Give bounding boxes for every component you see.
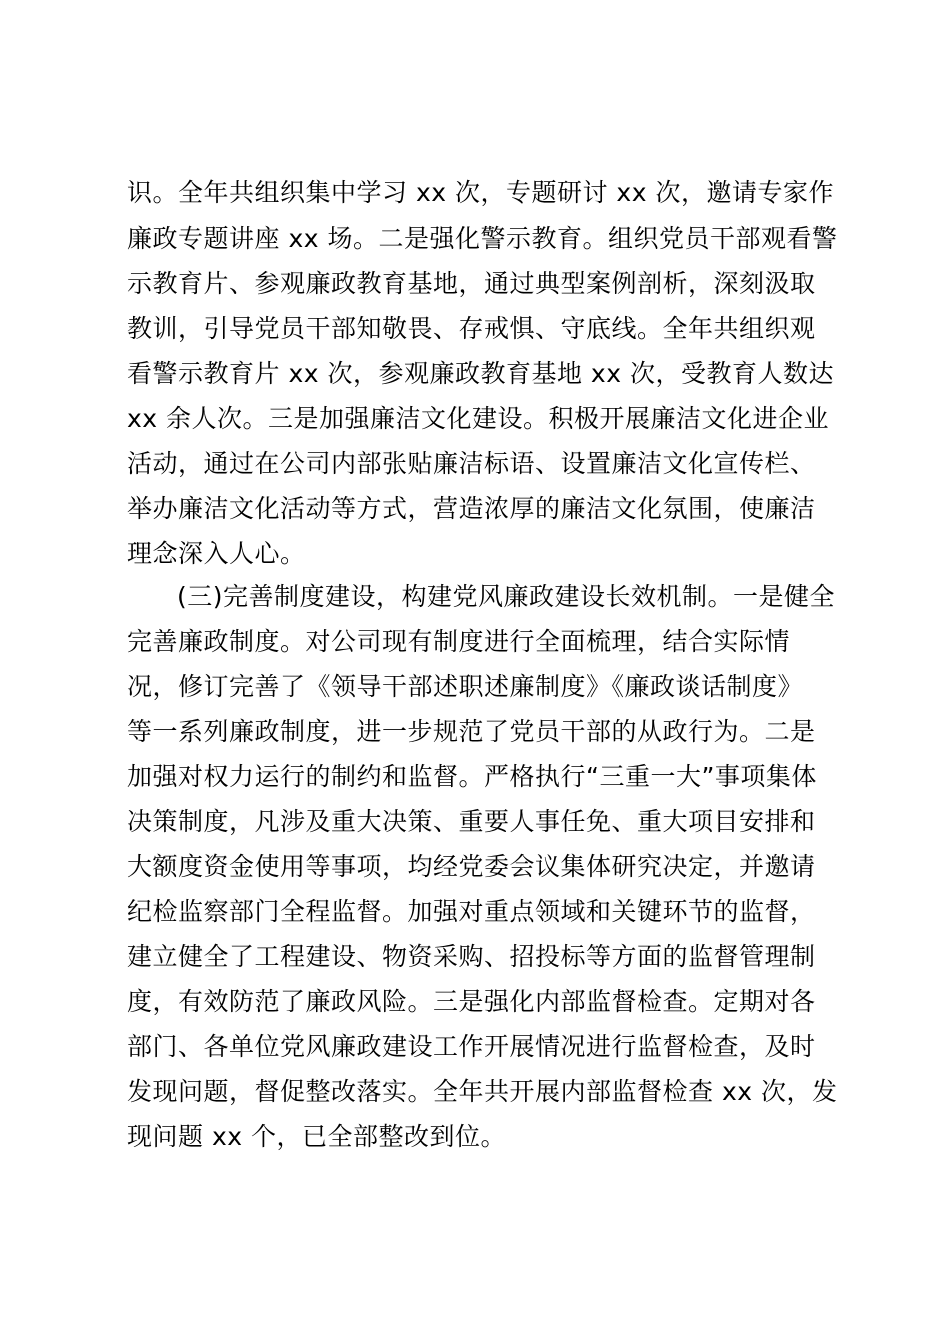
text-line: 完善廉政制度。对公司现有制度进行全面梳理，结合实际情: [127, 627, 791, 656]
text-line: 举办廉洁文化活动等方式，营造浓厚的廉洁文化氛围，使廉洁: [127, 494, 816, 523]
text-line: 建立健全了工程建设、物资采购、招投标等方面的监督管理制: [127, 942, 816, 971]
text-line: 活动，通过在公司内部张贴廉洁标语、设置廉洁文化宣传栏、: [127, 449, 816, 478]
text-line: 度，有效防范了廉政风险。三是强化内部监督检查。定期对各: [127, 987, 816, 1016]
text-line: 加强对权力运行的制约和监督。严格执行“三重一大”事项集体: [127, 762, 817, 791]
text-line: 廉政专题讲座 xx 场。二是强化警示教育。组织党员干部观看警: [127, 224, 838, 253]
text-line: 发现问题，督促整改落实。全年共开展内部监督检查 xx 次，发: [127, 1077, 838, 1106]
text-line: 现问题 xx 个，已全部整改到位。: [127, 1122, 506, 1151]
paragraph-heading-line: (三)完善制度建设，构建党风廉政建设长效机制。一是健全: [177, 582, 836, 611]
text-line: 理念深入人心。: [127, 539, 306, 568]
text-line: 教训，引导党员干部知敬畏、存戒惧、守底线。全年共组织观: [127, 314, 816, 343]
text-line: 识。全年共组织集中学习 xx 次，专题研讨 xx 次，邀请专家作: [127, 178, 834, 207]
text-line: 部门、各单位党风廉政建设工作开展情况进行监督检查，及时: [127, 1032, 816, 1061]
text-line: 决策制度，凡涉及重大决策、重要人事任免、重大项目安排和: [127, 807, 816, 836]
text-line: xx 余人次。三是加强廉洁文化建设。积极开展廉洁文化进企业: [127, 404, 830, 433]
text-line: 况，修订完善了《领导干部述职述廉制度》《廉政谈话制度》: [127, 672, 804, 701]
text-line: 等一系列廉政制度，进一步规范了党员干部的从政行为。二是: [127, 717, 816, 746]
text-line: 看警示教育片 xx 次，参观廉政教育基地 xx 次，受教育人数达: [127, 359, 834, 388]
text-line: 纪检监察部门全程监督。加强对重点领域和关键环节的监督，: [127, 897, 816, 926]
text-line: 示教育片、参观廉政教育基地，通过典型案例剖析，深刻汲取: [127, 269, 816, 298]
text-line: 大额度资金使用等事项，均经党委会议集体研究决定，并邀请: [127, 852, 816, 881]
